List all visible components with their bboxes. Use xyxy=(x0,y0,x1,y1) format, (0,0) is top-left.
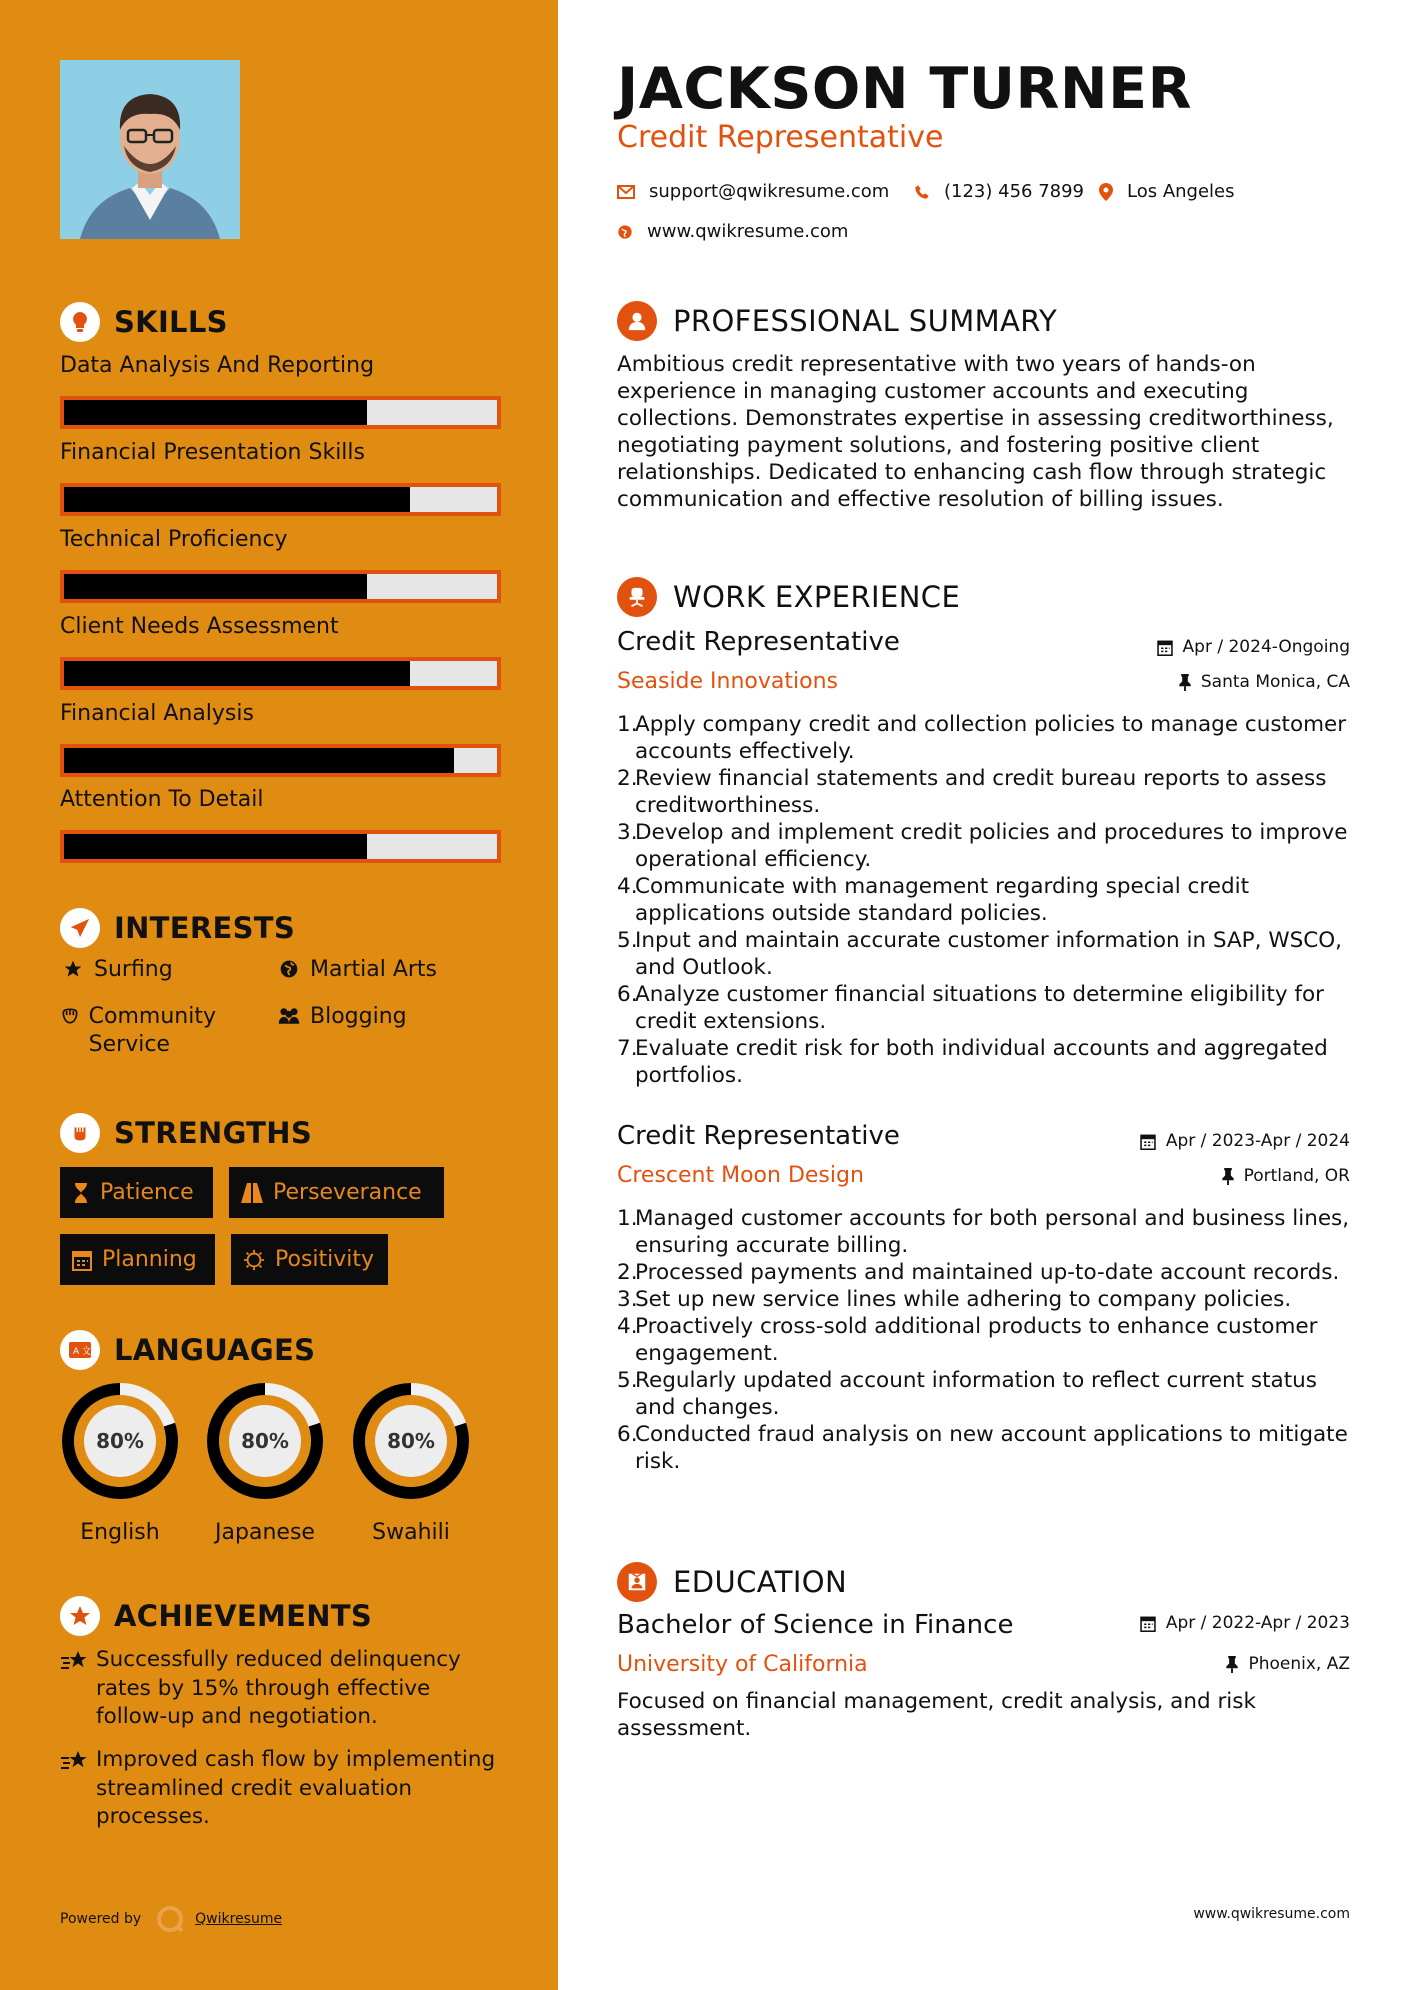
lightbulb-icon xyxy=(60,302,100,342)
education-dates xyxy=(1140,1613,1350,1633)
interest-item xyxy=(276,1003,407,1031)
shooting-star-icon xyxy=(60,1746,96,1832)
profile-photo xyxy=(60,60,240,239)
education-location-text: Phoenix, AZ xyxy=(1248,1654,1350,1674)
interest-label: Surfing xyxy=(94,957,173,982)
qwikresume-link[interactable]: Qwikresume xyxy=(195,1911,283,1927)
graduate-icon xyxy=(617,1562,657,1602)
strength-label: Positivity xyxy=(275,1247,375,1272)
sidebar xyxy=(0,0,558,1990)
duty-item: Apply company credit and collection policies to manage customer accounts effectively. xyxy=(635,712,1347,764)
language-name: Swahili xyxy=(372,1520,450,1545)
skill-label: Client Needs Assessment xyxy=(60,614,339,639)
achievement-item xyxy=(60,1646,500,1732)
skill-bar-fill xyxy=(64,574,367,599)
skill-label: Financial Analysis xyxy=(60,701,254,726)
education-location xyxy=(1226,1654,1350,1674)
star-badge-icon xyxy=(60,1596,100,1636)
hand-icon xyxy=(60,1003,81,1026)
pushpin-icon xyxy=(1226,1656,1238,1673)
skill-item xyxy=(60,700,501,777)
achievement-text: Successfully reduced delinquency rates by 15% through effective follow-up and negotiation. xyxy=(96,1647,461,1729)
summary-heading xyxy=(617,301,1057,341)
strength-chip xyxy=(229,1167,444,1218)
location-contact xyxy=(1099,181,1235,202)
achievement-item xyxy=(60,1746,500,1832)
powered-by-label: Powered by xyxy=(60,1911,142,1927)
language-name: English xyxy=(80,1520,160,1545)
skill-bar-fill xyxy=(64,834,367,859)
strengths-title: STRENGTHS xyxy=(114,1116,313,1150)
skill-item xyxy=(60,526,501,603)
school-name: University of California xyxy=(617,1652,868,1677)
duty-item: Regularly updated account information to reflect current status and changes. xyxy=(635,1368,1317,1420)
job-duties xyxy=(617,711,1350,1089)
calendar-icon xyxy=(1157,639,1173,656)
interest-label: Martial Arts xyxy=(310,957,438,982)
interest-label: Community Service xyxy=(88,1004,216,1057)
language-icon xyxy=(60,1330,100,1370)
education-dates-text: Apr / 2022-Apr / 2023 xyxy=(1165,1613,1350,1633)
email-contact xyxy=(617,181,889,202)
duty-item: Processed payments and maintained up-to-date account records. xyxy=(635,1260,1340,1285)
language-item xyxy=(59,1380,181,1545)
strength-label: Perseverance xyxy=(273,1180,422,1205)
skill-bar xyxy=(60,483,501,516)
language-percent: 80% xyxy=(387,1429,435,1453)
language-percent: 80% xyxy=(96,1429,144,1453)
skills-heading xyxy=(60,302,228,342)
phone-contact xyxy=(914,181,1084,202)
languages-title: LANGUAGES xyxy=(114,1333,316,1367)
skill-bar xyxy=(60,396,501,429)
experience-title: WORK EXPERIENCE xyxy=(673,580,961,614)
skill-label: Technical Proficiency xyxy=(60,527,288,552)
phone-icon xyxy=(914,184,930,200)
strength-chip xyxy=(231,1234,388,1285)
paper-plane-icon xyxy=(60,908,100,948)
duty-item: Conducted fraud analysis on new account applications to mitigate risk. xyxy=(635,1422,1348,1474)
summary-title: PROFESSIONAL SUMMARY xyxy=(673,304,1058,338)
strength-label: Planning xyxy=(102,1247,197,1272)
skill-bar xyxy=(60,744,501,777)
interest-item xyxy=(60,956,173,984)
star-icon xyxy=(60,956,86,979)
interests-title: INTERESTS xyxy=(114,911,296,945)
language-ring xyxy=(350,1380,472,1502)
strengths-heading xyxy=(60,1113,312,1153)
office-chair-icon xyxy=(617,577,657,617)
job-dates xyxy=(1140,1131,1350,1151)
skill-bar-fill xyxy=(64,661,410,686)
language-name: Japanese xyxy=(215,1520,315,1545)
calendar-icon xyxy=(1140,1615,1156,1632)
skill-bar xyxy=(60,830,501,863)
calendar-icon xyxy=(1140,1133,1156,1150)
pushpin-icon xyxy=(1179,674,1191,691)
job-location xyxy=(1222,1166,1350,1186)
language-item xyxy=(204,1380,326,1545)
duty-item: Analyze customer financial situations to determine eligibility for credit extensions. xyxy=(635,982,1324,1034)
globe-icon xyxy=(276,956,302,979)
job-title: Credit Representative xyxy=(617,1121,900,1151)
main-content xyxy=(617,0,1350,1990)
strength-chip xyxy=(60,1234,215,1285)
duty-item: Evaluate credit risk for both individual accounts and aggregated portfolios. xyxy=(635,1036,1328,1088)
achievements-title: ACHIEVEMENTS xyxy=(114,1599,373,1633)
svg-text:文: 文 xyxy=(82,1347,92,1357)
duty-item: Review financial statements and credit bureau reports to assess creditworthiness. xyxy=(635,766,1327,818)
skills-title: SKILLS xyxy=(114,305,228,339)
candidate-role: Credit Representative xyxy=(617,120,944,155)
skill-item xyxy=(60,352,501,429)
location-text: Los Angeles xyxy=(1127,181,1235,202)
hourglass-icon xyxy=(72,1182,90,1204)
envelope-icon xyxy=(617,185,635,199)
achievements-heading xyxy=(60,1596,372,1636)
job-location xyxy=(1179,672,1350,692)
interest-item xyxy=(60,1003,260,1059)
company-name: Seaside Innovations xyxy=(617,669,838,694)
languages-heading xyxy=(60,1330,315,1370)
powered-by xyxy=(60,1904,282,1934)
interest-item xyxy=(276,956,437,984)
job-title: Credit Representative xyxy=(617,627,900,657)
skill-label: Data Analysis And Reporting xyxy=(60,353,375,378)
skill-label: Attention To Detail xyxy=(60,787,264,812)
duty-item: Managed customer accounts for both personal and business lines, ensuring accurate billing. xyxy=(635,1206,1350,1258)
duty-item: Input and maintain accurate customer information in SAP, WSCO, and Outlook. xyxy=(635,928,1342,980)
experience-heading xyxy=(617,577,960,617)
skill-bar xyxy=(60,657,501,690)
education-heading xyxy=(617,1562,847,1602)
fist-icon xyxy=(60,1113,100,1153)
users-icon xyxy=(276,1003,302,1026)
job-dates-text: Apr / 2024-Ongoing xyxy=(1182,637,1350,657)
calendar-icon xyxy=(72,1249,92,1271)
strength-chip xyxy=(60,1167,213,1218)
qwikresume-logo-icon xyxy=(155,1904,185,1934)
candidate-name: JACKSON TURNER xyxy=(617,56,1192,122)
shooting-star-icon xyxy=(60,1646,96,1732)
user-icon xyxy=(617,301,657,341)
company-name: Crescent Moon Design xyxy=(617,1163,864,1188)
duty-item: Proactively cross-sold additional products to enhance customer engagement. xyxy=(635,1314,1318,1366)
education-title: EDUCATION xyxy=(673,1565,848,1599)
globe-icon xyxy=(617,224,633,240)
road-icon xyxy=(241,1183,263,1203)
education-description: Focused on financial management, credit analysis, and risk assessment. xyxy=(617,1689,1256,1741)
skill-bar-fill xyxy=(64,748,454,773)
job-duties xyxy=(617,1205,1350,1475)
language-percent: 80% xyxy=(241,1429,289,1453)
degree-title: Bachelor of Science in Finance xyxy=(617,1610,1014,1640)
phone-text[interactable]: (123) 456 7899 xyxy=(944,181,1085,202)
skill-item xyxy=(60,786,501,863)
interests-heading xyxy=(60,908,295,948)
email-text[interactable]: support@qwikresume.com xyxy=(649,181,890,202)
skill-bar xyxy=(60,570,501,603)
skill-item xyxy=(60,439,501,516)
interest-label: Blogging xyxy=(310,1004,407,1029)
job-dates-text: Apr / 2023-Apr / 2024 xyxy=(1165,1131,1350,1151)
map-pin-icon xyxy=(1099,183,1113,201)
job-dates xyxy=(1157,637,1350,657)
skill-bar-fill xyxy=(64,487,410,512)
svg-text:A: A xyxy=(73,1347,80,1357)
footer-website[interactable]: www.qwikresume.com xyxy=(1193,1906,1350,1922)
strength-label: Patience xyxy=(100,1180,194,1205)
sun-icon xyxy=(243,1249,265,1271)
duty-item: Develop and implement credit policies and procedures to improve operational efficiency. xyxy=(635,820,1348,872)
website-text[interactable]: www.qwikresume.com xyxy=(647,221,849,242)
job-location-text: Portland, OR xyxy=(1243,1166,1350,1186)
skill-item xyxy=(60,613,501,690)
skill-label: Financial Presentation Skills xyxy=(60,440,365,465)
skill-bar-fill xyxy=(64,400,367,425)
duty-item: Communicate with management regarding special credit applications outside standard policies. xyxy=(635,874,1249,926)
achievement-text: Improved cash flow by implementing streamlined credit evaluation processes. xyxy=(96,1747,496,1829)
pushpin-icon xyxy=(1222,1168,1234,1185)
language-item xyxy=(350,1380,472,1545)
duty-item: Set up new service lines while adhering to company policies. xyxy=(635,1287,1292,1312)
language-ring xyxy=(204,1380,326,1502)
summary-text: Ambitious credit representative with two years of hands-on experience in managing customer accounts and executing collections. Demonstrates expertise in assessing creditworthiness, negotiating payment solutions, and fostering positive client relationships. Dedicated to enhancing cash flow through strategic communication and effective resolution of billing issues. xyxy=(617,352,1334,512)
language-ring xyxy=(59,1380,181,1502)
website-contact xyxy=(617,221,848,242)
job-location-text: Santa Monica, CA xyxy=(1200,672,1350,692)
